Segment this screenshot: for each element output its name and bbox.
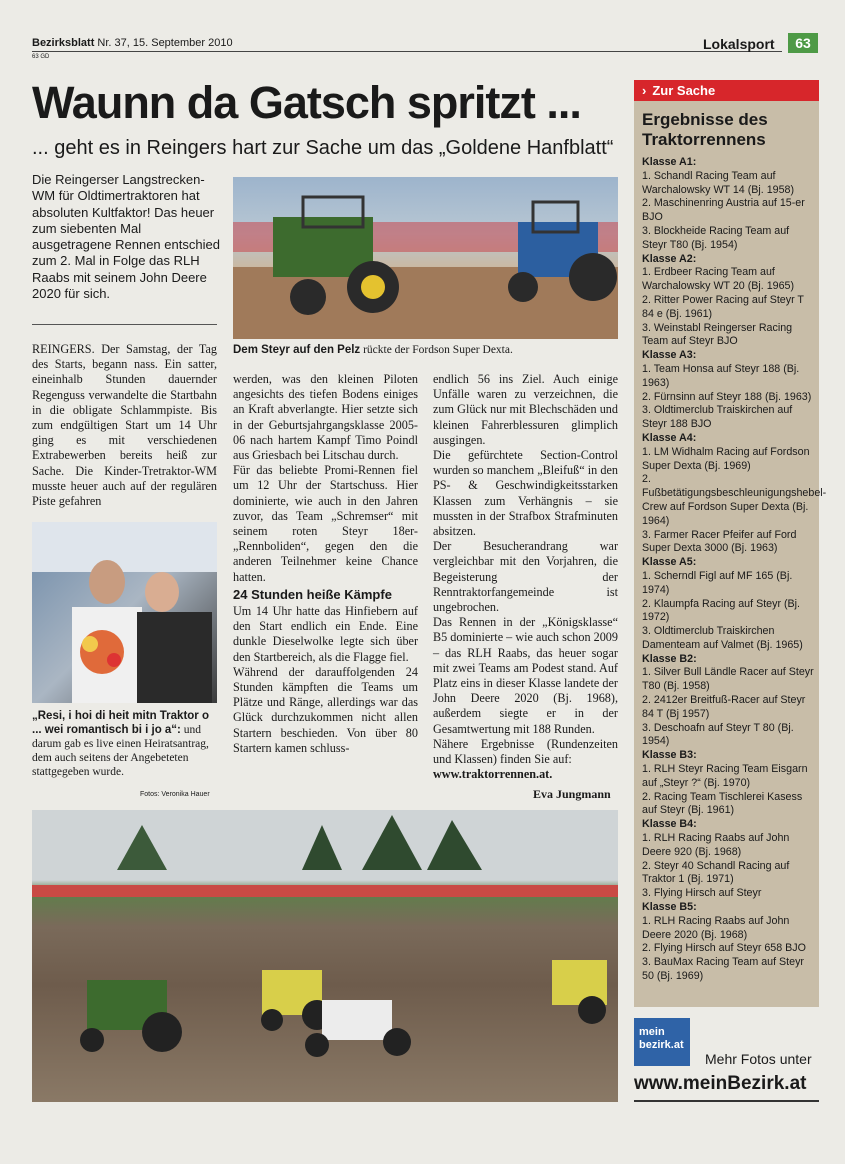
photo-caption-top: Dem Steyr auf den Pelz rückte der Fordson Super Dexta. [233, 344, 513, 356]
result-entry: 2. Maschinenring Austria auf 15-er BJO [642, 197, 805, 224]
page-number: 63 [788, 33, 818, 53]
results-url[interactable]: www.traktorrennen.at. [433, 767, 553, 782]
article-column-3: endlich 56 ins Ziel. Auch einige Unfälle waren zu verzeichnen, die zum Glück nur mit Blechschäden und kleinen Fahrerblessuren glimplich ausgingen. Die gefürchtete Section-Control wurden so manchem „Bleifuß“ in den PS- & Geschwindigkeitsstarken Klassen zum Verhängnis – sie mussten in der Strafbox Strafminuten absitzen. Der Besucherandrang war vergleichbar mit den Vorjahren, die Begeisterung der Renntraktorfangemeinde ist ungebrochen. Das Rennen in der „Königsklasse“ B5 dominierte – wie auch schon 2009 – das RLH Raabs, das heuer sogar mit zwei Teams am Podest stand. Auf Platz eins in dieser Klasse landete der John Deere 2020 (Bj. 1968), außerdem siegte er in der Gesamtwertung mit 188 Runden. Nähere Ergebnisse (Rundenzeiten und Klassen) finden Sie auf: www.traktorrennen.at. [433, 372, 618, 782]
result-class-heading: Klasse B5: [642, 901, 697, 914]
result-entry: 2. Fußbetätigungsbeschleunigungshebel-Crew auf Fordson Super Dexta (Bj. 1964) [642, 473, 827, 527]
result-entry: 3. Oldtimerclub Traiskirchen auf Steyr 188 BJO [642, 404, 793, 431]
result-entry: 1. RLH Steyr Racing Team Eisgarn auf „Steyr ?“ (Bj. 1970) [642, 763, 808, 789]
photo-caption-couple: „Resi, i hoi di heit mitn Traktor o ... wei romantisch bi i jo a“: und darum gab es live einen Heiratsantrag, dem auch seitens der Angebeteten stattgegeben wurde. [32, 710, 209, 778]
result-entry: 1. Team Honsa auf Steyr 188 (Bj. 1963) [642, 362, 800, 389]
result-entry: 2. Ritter Power Racing auf Steyr T 84 e (Bj. 1961) [642, 293, 804, 320]
race-field-photo [32, 810, 618, 1102]
result-entry: 1. Schandl Racing Team auf Warchalowsky WT 14 (Bj. 1958) [642, 169, 795, 196]
sidebar-tag: › Zur Sache [634, 80, 819, 101]
header-rule [32, 51, 782, 52]
result-entry: 1. Scherndl Figl auf MF 165 (Bj. 1974) [642, 569, 793, 596]
result-class-heading: Klasse B3: [642, 749, 697, 762]
result-entry: 2. Fürnsinn auf Steyr 188 (Bj. 1963) [642, 390, 812, 403]
result-entry: 1. RLH Racing Raabs auf John Deere 2020 (Bj. 1968) [642, 914, 790, 941]
lead-paragraph: Die Reingerser Langstrecken-WM für Oldtimertraktoren hat absoluten Kultfaktor! Das heuer zum siebenten Mal ausgetragene Rennen entschied zum 2. Mal in Folge das RLH Raabs mit seinem John Deere 2020 für sich. [32, 172, 220, 302]
result-entry: 1. RLH Racing Raabs auf John Deere 920 (Bj. 1968) [642, 832, 790, 858]
result-entry: 2. 2412er Breitfuß-Racer auf Steyr 84 T (Bj 1957) [642, 694, 806, 720]
author-name: Eva Jungmann [533, 787, 611, 801]
result-entry: 1. Erdbeer Racing Team auf Warchalowsky WT 20 (Bj. 1965) [642, 266, 795, 293]
result-class-heading: Klasse A3: [642, 349, 697, 362]
article-column-1: REINGERS. Der Samstag, der Tag des Starts, begann nass. Ein satter, eineinhalb Stunden dauernder Regenguss verwandelte die Startbahn in die obligate Schlammpiste. Bis zum endgültigen Start um 14 Uhr ging es mit verschiedenen Extrabewerben bereits heiß zur Sache. Die Kinder-Tretraktor-WM musste heuer auch auf der regulären Piste gefahren [32, 342, 217, 509]
results-list [642, 156, 827, 984]
paper-name: Bezirksblatt [32, 37, 95, 49]
result-entry: 3. Deschoafn auf Steyr T 80 (Bj. 1954) [642, 721, 794, 748]
article-column-2: werden, was den kleinen Piloten angesichts des tiefen Bodens einiges an Kraft abverlangte. Hier setzte sich in der Geburtsjahrgangsklasse 2005-06 nach hartem Kampf Timo Poindl aus Griesbach bei Litschau durch. Für das beliebte Promi-Rennen fiel um 12 Uhr der Startschuss. Hier dominierte, wie auch in den Jahren zuvor, das Team „Schremser“ mit seinem roten Steyr 18er-„Rennboliden“, gegen den die anderen Teilnehmer keine Chance hatten. 24 Stunden heiße Kämpfe Um 14 Uhr hatte das Hinfiebern auf den Start endlich ein Ende. Eine dunkle Dieselwolke legte sich über den Startbereich, als die Flagge fiel. Während der darauffolgenden 24 Stunden kämpften die Teams um Plätze und Ränge, allerdings war das Glück durchzukommen nicht allen Startern beschieden. Von über 80 Startern kamen schluss- [233, 372, 418, 755]
flower-bouquet-icon [80, 630, 124, 674]
result-entry: 3. BauMax Racing Team auf Steyr 50 (Bj. 1969) [642, 956, 804, 983]
result-entry: 1. LM Widhalm Racing auf Fordson Super Dexta (Bj. 1969) [642, 445, 810, 472]
page-code: 63 GD [32, 54, 50, 60]
more-photos-text: Mehr Fotos unter [705, 1051, 812, 1067]
result-entry: 3. Oldtimerclub Traiskirchen Damenteam auf Valmet (Bj. 1965) [642, 625, 803, 651]
result-entry: 3. Weinstabl Reingerser Racing Team auf Steyr BJO [642, 321, 793, 348]
tractor-race-photo [233, 177, 618, 339]
result-entry: 2. Flying Hirsch auf Steyr 658 BJO [642, 942, 806, 955]
dateline: REINGERS. [32, 342, 95, 356]
chevron-right-icon: › [642, 83, 647, 98]
result-class-heading: Klasse A4: [642, 431, 697, 444]
section-name: Lokalsport [703, 36, 775, 52]
result-class-heading: Klasse A2: [642, 252, 697, 265]
result-entry: 3. Blockheide Racing Team auf Steyr T80 (Bj. 1954) [642, 224, 790, 251]
couple-photo [32, 522, 217, 703]
result-entry: 2. Steyr 40 Schandl Racing auf Traktor 1 (Bj. 1971) [642, 859, 790, 886]
result-entry: 3. Farmer Racer Pfeifer auf Ford Super Dexta 3000 (Bj. 1963) [642, 528, 797, 555]
tractor-icon [552, 960, 607, 1024]
result-class-heading: Klasse A1: [642, 156, 697, 168]
subheadline: ... geht es in Reingers hart zur Sache um das „Goldene Hanfblatt“ [32, 137, 614, 159]
issue-line [32, 37, 233, 49]
section-subhead: 24 Stunden heiße Kämpfe [233, 586, 392, 602]
meinbezirk-logo: mein bezirk.at [634, 1018, 690, 1066]
result-entry: 2. Klaumpfa Racing auf Steyr (Bj. 1972) [642, 597, 801, 624]
tractor-icon [261, 970, 332, 1031]
result-class-heading: Klasse B2: [642, 652, 697, 665]
result-entry: 2. Racing Team Tischlerei Kasess auf Steyr (Bj. 1961) [642, 790, 803, 817]
photo-credit: Fotos: Veronika Hauer [140, 791, 210, 798]
issue-number: Nr. 37, 15. September 2010 [97, 37, 233, 49]
result-entry: 1. Silver Bull Ländle Racer auf Steyr T80 (Bj. 1958) [642, 666, 814, 693]
headline: Waunn da Gatsch spritzt ... [32, 77, 581, 128]
sidebar-title: Ergebnisse des Traktorrennens [642, 110, 768, 149]
tractor-icon [80, 980, 182, 1052]
meinbezirk-url[interactable]: www.meinBezirk.at [634, 1073, 807, 1094]
result-entry: 3. Flying Hirsch auf Steyr [642, 887, 762, 900]
footer-rule [634, 1100, 819, 1102]
lead-rule [32, 324, 217, 325]
result-class-heading: Klasse B4: [642, 818, 697, 831]
result-class-heading: Klasse A5: [642, 556, 697, 569]
